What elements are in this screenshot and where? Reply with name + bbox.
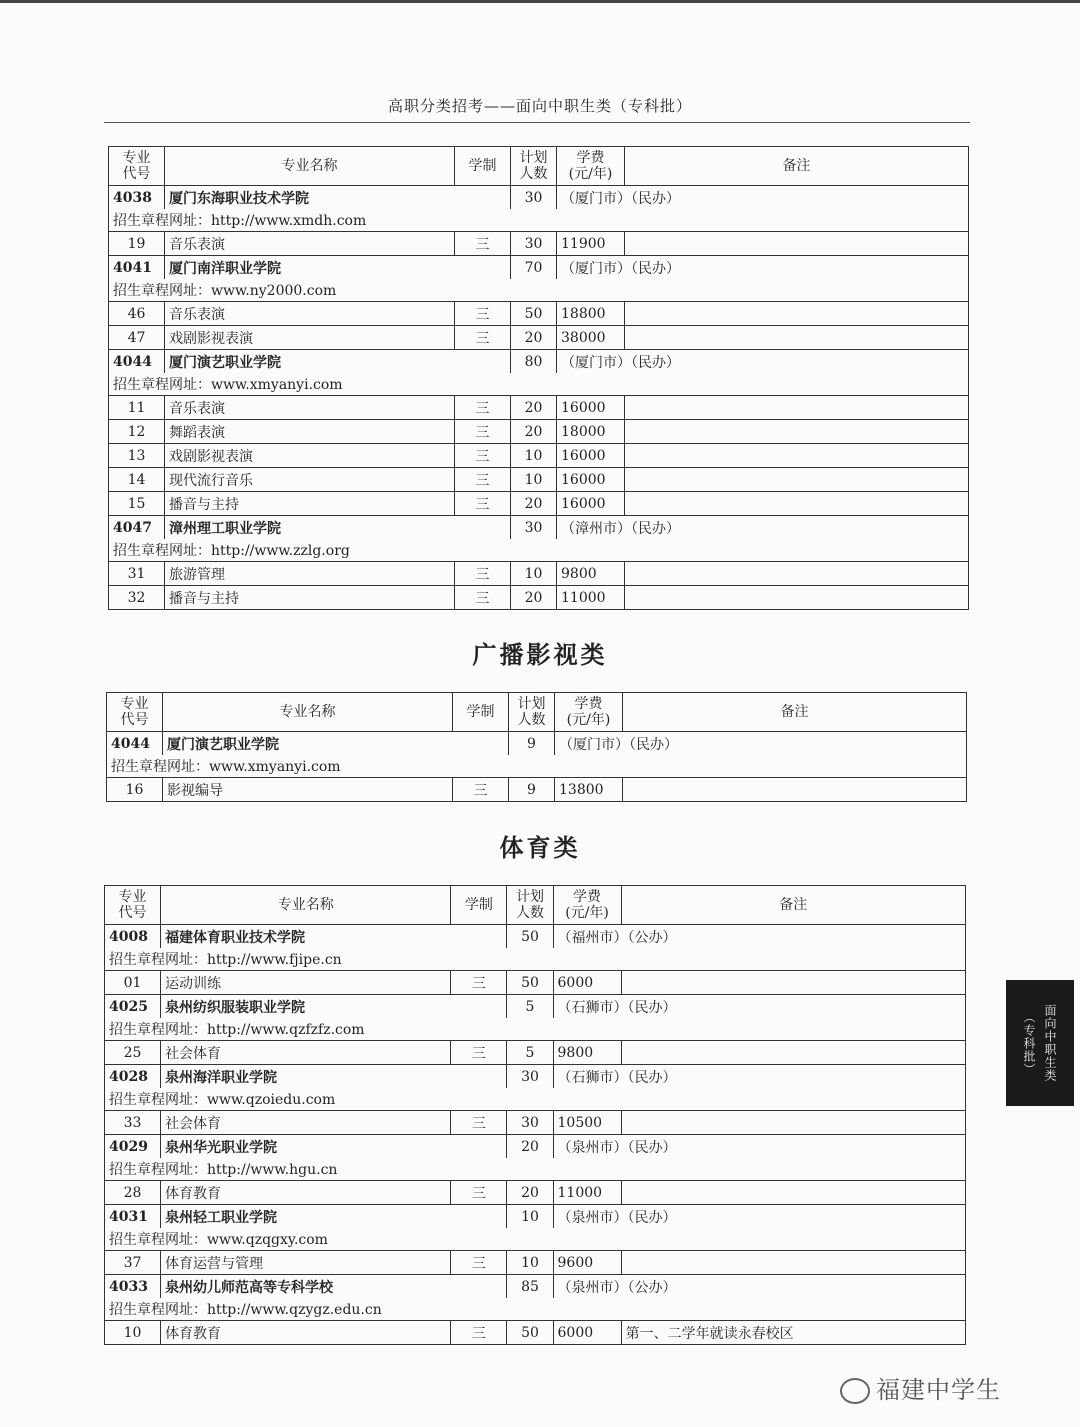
enrollment-table-arts [108,146,969,610]
section-title-sports: 体育类 [499,834,581,862]
institution-plan: 9 [509,732,555,756]
institution-plan: 20 [507,1135,553,1159]
column-header-name: 专业名称 [163,693,453,732]
institution-url-row [105,1158,966,1181]
institution-code: 4047 [109,516,165,540]
major-note [625,586,969,610]
major-code: 16 [107,778,163,802]
institution-location: （泉州市）（民办） [553,1135,966,1159]
major-note [625,232,969,256]
major-row [109,420,969,444]
institution-name: 厦门演艺职业学院 [163,732,509,756]
institution-location: （石狮市）（民办） [553,1065,966,1089]
major-note [621,1111,965,1135]
watermark-text: 福建中学生 [876,1376,1001,1404]
institution-name: 泉州华光职业学院 [161,1135,507,1159]
major-fee: 38000 [557,326,625,350]
institution-url-row [105,1018,966,1041]
major-fee: 16000 [557,492,625,516]
side-tab-sub: （专科批） [1022,1010,1036,1076]
major-plan: 20 [511,492,557,516]
major-name: 音乐表演 [165,302,455,326]
major-code: 46 [109,302,165,326]
institution-plan: 80 [511,350,557,374]
major-plan: 50 [507,971,553,995]
major-years: 三 [455,326,511,350]
major-note [621,971,965,995]
major-name: 音乐表演 [165,396,455,420]
institution-url-row [109,209,969,232]
institution-code: 4029 [105,1135,161,1159]
column-header-plan: 计划 人数 [507,886,553,925]
major-plan: 20 [507,1181,553,1205]
institution-row [109,256,969,280]
major-years: 三 [455,492,511,516]
major-fee: 18000 [557,420,625,444]
major-row [105,1251,966,1275]
major-fee: 16000 [557,468,625,492]
major-years: 三 [451,971,507,995]
major-row [109,562,969,586]
institution-location: （泉州市）（民办） [553,1205,966,1229]
major-fee: 11000 [557,586,625,610]
major-note [625,396,969,420]
column-header-code: 专业 代号 [105,886,161,925]
major-note: 第一、二学年就读永春校区 [621,1321,965,1345]
institution-name: 福建体育职业技术学院 [161,925,507,949]
institution-plan: 10 [507,1205,553,1229]
major-fee: 11000 [553,1181,621,1205]
major-years: 三 [451,1111,507,1135]
major-name: 播音与主持 [165,586,455,610]
institution-location: （厦门市）（民办） [557,186,969,210]
major-plan: 30 [507,1111,553,1135]
major-years: 三 [455,468,511,492]
institution-row [109,516,969,540]
institution-location: （厦门市）（民办） [555,732,967,756]
major-plan: 5 [507,1041,553,1065]
major-plan: 10 [507,1251,553,1275]
institution-code: 4028 [105,1065,161,1089]
institution-name: 厦门演艺职业学院 [165,350,511,374]
major-plan: 10 [511,562,557,586]
major-row [107,778,967,802]
institution-plan: 5 [507,995,553,1019]
institution-row [105,925,966,949]
major-code: 37 [105,1251,161,1275]
major-plan: 20 [511,420,557,444]
column-header-code: 专业 代号 [107,693,163,732]
major-name: 社会体育 [161,1111,451,1135]
major-code: 47 [109,326,165,350]
major-years: 三 [455,396,511,420]
major-code: 14 [109,468,165,492]
major-code: 01 [105,971,161,995]
institution-url: 招生章程网址：http://www.fjipe.cn [105,948,966,971]
major-years: 三 [451,1251,507,1275]
institution-url-row [105,1228,966,1251]
major-years: 三 [453,778,509,802]
major-name: 影视编导 [163,778,453,802]
institution-row [109,350,969,374]
institution-url: 招生章程网址：http://www.qzygz.edu.cn [105,1298,966,1321]
major-fee: 16000 [557,396,625,420]
major-name: 现代流行音乐 [165,468,455,492]
wechat-icon [840,1378,870,1404]
major-code: 12 [109,420,165,444]
institution-code: 4031 [105,1205,161,1229]
institution-code: 4044 [109,350,165,374]
column-header-plan: 计划 人数 [509,693,555,732]
major-years: 三 [451,1321,507,1345]
major-code: 11 [109,396,165,420]
institution-plan: 50 [507,925,553,949]
major-row [109,302,969,326]
institution-code: 4008 [105,925,161,949]
major-fee: 16000 [557,444,625,468]
institution-url: 招生章程网址：www.xmyanyi.com [109,373,969,396]
major-plan: 20 [511,396,557,420]
major-note [625,326,969,350]
major-row [109,492,969,516]
institution-url: 招生章程网址：http://www.hgu.cn [105,1158,966,1181]
column-header-fee: 学费 (元/年) [553,886,621,925]
major-note [621,1251,965,1275]
major-row [105,1321,966,1345]
watermark [840,1370,1001,1405]
institution-row [105,1065,966,1089]
major-row [109,586,969,610]
institution-name: 泉州幼儿师范高等专科学校 [161,1275,507,1299]
major-note [625,468,969,492]
major-years: 三 [455,302,511,326]
major-name: 播音与主持 [165,492,455,516]
column-header-note: 备注 [623,693,967,732]
institution-url-row [105,948,966,971]
institution-plan: 85 [507,1275,553,1299]
major-code: 28 [105,1181,161,1205]
header-rule [104,122,970,123]
institution-row [105,1205,966,1229]
major-name: 戏剧影视表演 [165,326,455,350]
major-row [109,396,969,420]
institution-location: （漳州市）（民办） [557,516,969,540]
institution-code: 4041 [109,256,165,280]
major-note [625,420,969,444]
institution-location: （泉州市）（公办） [553,1275,966,1299]
side-tab [1006,980,1074,1106]
column-header-name: 专业名称 [161,886,451,925]
major-code: 31 [109,562,165,586]
major-note [621,1181,965,1205]
major-code: 19 [109,232,165,256]
institution-name: 泉州轻工职业学院 [161,1205,507,1229]
column-header-name: 专业名称 [165,147,455,186]
institution-url-row [109,373,969,396]
institution-row [105,995,966,1019]
major-row [109,468,969,492]
major-fee: 6000 [553,1321,621,1345]
institution-url: 招生章程网址：www.qzqgxy.com [105,1228,966,1251]
institution-url: 招生章程网址：http://www.zzlg.org [109,539,969,562]
major-plan: 9 [509,778,555,802]
institution-name: 泉州纺织服装职业学院 [161,995,507,1019]
major-row [105,1041,966,1065]
major-name: 音乐表演 [165,232,455,256]
institution-url: 招生章程网址：http://www.xmdh.com [109,209,969,232]
institution-code: 4044 [107,732,163,756]
page-header: 高职分类招考——面向中职生类（专科批） [387,97,692,115]
major-code: 33 [105,1111,161,1135]
major-code: 10 [105,1321,161,1345]
major-code: 32 [109,586,165,610]
table-header-row [109,147,969,186]
institution-plan: 30 [511,186,557,210]
institution-code: 4038 [109,186,165,210]
major-note [625,562,969,586]
major-fee: 6000 [553,971,621,995]
enrollment-table-sports [104,885,966,1345]
major-plan: 50 [511,302,557,326]
side-tab-main: 面向中职生类 [1043,1004,1057,1082]
major-code: 15 [109,492,165,516]
institution-url: 招生章程网址：www.ny2000.com [109,279,969,302]
institution-plan: 70 [511,256,557,280]
enrollment-table-broadcast [106,692,967,802]
major-row [105,971,966,995]
major-years: 三 [451,1181,507,1205]
major-plan: 50 [507,1321,553,1345]
major-plan: 20 [511,326,557,350]
major-fee: 18800 [557,302,625,326]
major-fee: 9600 [553,1251,621,1275]
column-header-years: 学制 [453,693,509,732]
major-fee: 10500 [553,1111,621,1135]
major-fee: 9800 [557,562,625,586]
major-note [625,492,969,516]
institution-url: 招生章程网址：www.xmyanyi.com [107,755,967,778]
major-row [109,232,969,256]
institution-row [107,732,967,756]
major-plan: 30 [511,232,557,256]
major-code: 13 [109,444,165,468]
major-name: 社会体育 [161,1041,451,1065]
major-row [105,1181,966,1205]
major-plan: 20 [511,586,557,610]
major-years: 三 [455,562,511,586]
institution-plan: 30 [511,516,557,540]
institution-name: 泉州海洋职业学院 [161,1065,507,1089]
major-fee: 13800 [555,778,623,802]
table-header-row [107,693,967,732]
table-header-row [105,886,966,925]
institution-plan: 30 [507,1065,553,1089]
major-note [625,444,969,468]
major-row [105,1111,966,1135]
institution-url: 招生章程网址：http://www.qzfzfz.com [105,1018,966,1041]
major-note [623,778,967,802]
institution-name: 厦门东海职业技术学院 [165,186,511,210]
major-years: 三 [455,420,511,444]
institution-row [109,186,969,210]
major-years: 三 [455,586,511,610]
institution-url-row [109,279,969,302]
institution-location: （厦门市）（民办） [557,256,969,280]
major-plan: 10 [511,468,557,492]
institution-row [105,1275,966,1299]
major-row [109,444,969,468]
institution-row [105,1135,966,1159]
column-header-note: 备注 [621,886,965,925]
major-name: 体育运营与管理 [161,1251,451,1275]
institution-location: （石狮市）（民办） [553,995,966,1019]
major-years: 三 [451,1041,507,1065]
institution-url: 招生章程网址：www.qzoiedu.com [105,1088,966,1111]
major-name: 运动训练 [161,971,451,995]
major-years: 三 [455,232,511,256]
major-plan: 10 [511,444,557,468]
institution-location: （福州市）（公办） [553,925,966,949]
major-name: 舞蹈表演 [165,420,455,444]
column-header-years: 学制 [451,886,507,925]
institution-name: 漳州理工职业学院 [165,516,511,540]
major-note [625,302,969,326]
top-rule [0,0,1080,3]
major-fee: 11900 [557,232,625,256]
institution-url-row [109,539,969,562]
institution-location: （厦门市）（民办） [557,350,969,374]
major-name: 体育教育 [161,1181,451,1205]
column-header-code: 专业 代号 [109,147,165,186]
major-code: 25 [105,1041,161,1065]
column-header-fee: 学费 (元/年) [557,147,625,186]
column-header-plan: 计划 人数 [511,147,557,186]
major-note [621,1041,965,1065]
major-row [109,326,969,350]
institution-code: 4033 [105,1275,161,1299]
institution-url-row [105,1088,966,1111]
institution-name: 厦门南洋职业学院 [165,256,511,280]
column-header-years: 学制 [455,147,511,186]
major-name: 戏剧影视表演 [165,444,455,468]
column-header-fee: 学费 (元/年) [555,693,623,732]
major-name: 体育教育 [161,1321,451,1345]
institution-code: 4025 [105,995,161,1019]
institution-url-row [107,755,967,778]
column-header-note: 备注 [625,147,969,186]
institution-url-row [105,1298,966,1321]
major-years: 三 [455,444,511,468]
major-name: 旅游管理 [165,562,455,586]
section-title-broadcast: 广播影视类 [472,641,608,669]
major-fee: 9800 [553,1041,621,1065]
